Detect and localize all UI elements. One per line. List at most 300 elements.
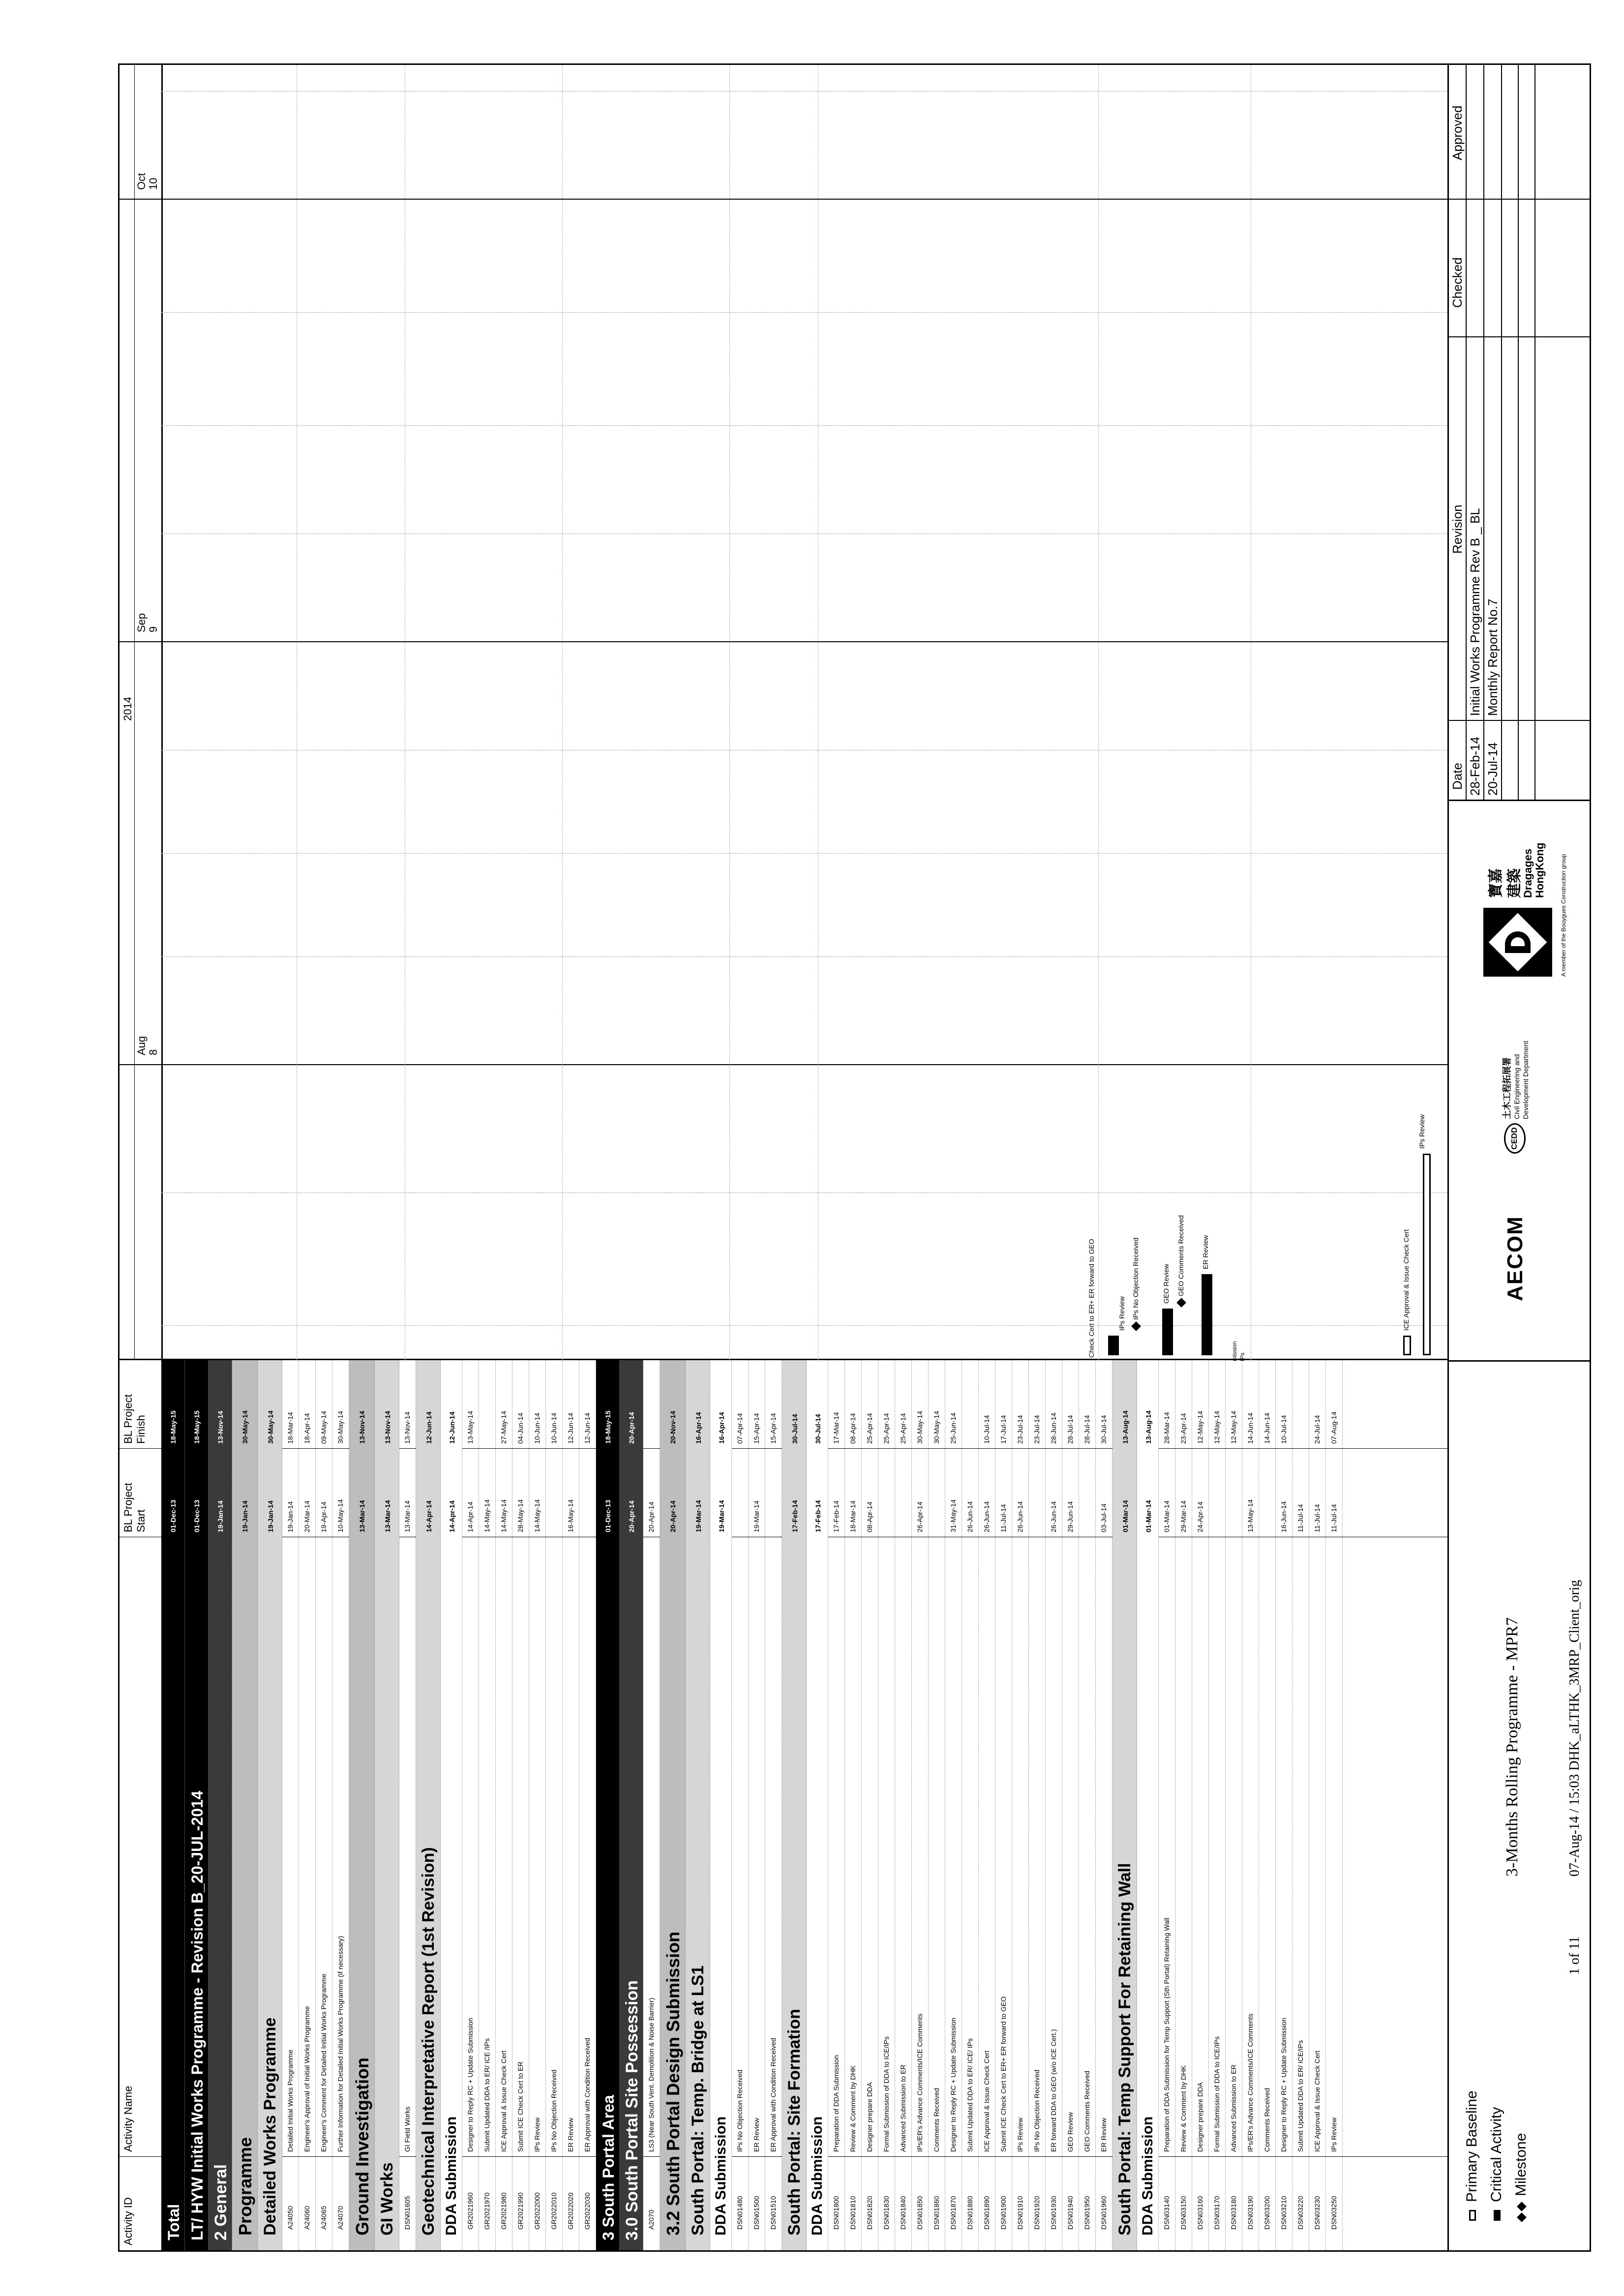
activity-row xyxy=(1226,1360,1242,2250)
dragages-mark-d xyxy=(1505,931,1531,953)
dragages-mark xyxy=(1483,908,1552,977)
activity-name: Review & Comment by DHK xyxy=(849,2065,857,2152)
bl-finish: 17-Jul-14 xyxy=(999,1415,1007,1444)
activity-row xyxy=(332,1360,349,2250)
milestone-diamond xyxy=(1176,1298,1186,1308)
legend-critical-activity xyxy=(1488,2107,1505,2221)
bl-start: 19-Mar-14 xyxy=(752,1500,760,1532)
bl-finish: 12-May-14 xyxy=(1230,1411,1237,1444)
bl-start: 29-Mar-14 xyxy=(1179,1500,1187,1532)
activity-id: DSN01850 xyxy=(916,2196,924,2230)
bl-start: 11-Jul-14 xyxy=(1296,1504,1304,1532)
milestone-diamond xyxy=(1131,1321,1141,1331)
group-gridline xyxy=(562,63,563,1360)
activity-name: Designer to Reply RC + Update Submission xyxy=(949,2018,957,2152)
bl-start: 17-Feb-14 xyxy=(791,1500,799,1532)
activity-name: DDA Submission xyxy=(713,2116,729,2236)
bl-start-header-1: BL Project xyxy=(122,1483,134,1532)
bl-finish: 18-May-15 xyxy=(604,1410,612,1444)
group-row xyxy=(1137,1360,1159,2250)
bl-finish: 13-Nov-14 xyxy=(358,1411,366,1444)
activity-name: Designer prepare DDA xyxy=(1196,2082,1204,2152)
activity-id: DSN01500 xyxy=(752,2196,760,2230)
bl-finish: 24-Jul-14 xyxy=(1313,1415,1321,1444)
activity-name: Detailed Initial Works Programme xyxy=(286,2049,294,2152)
activity-id: A24050 xyxy=(286,2206,294,2230)
programme-sheet xyxy=(118,63,1591,2252)
bl-finish: 13-Aug-14 xyxy=(1144,1410,1152,1444)
gantt-bar-baseline xyxy=(1403,1336,1411,1355)
bl-start: 01-Dec-13 xyxy=(169,1499,177,1532)
activity-row xyxy=(979,1360,995,2250)
bl-finish: 25-Apr-14 xyxy=(899,1413,907,1444)
bl-finish: 30-May-14 xyxy=(932,1411,940,1444)
bl-finish: 28-Jun-14 xyxy=(1050,1412,1057,1444)
page-number: 1 of 11 xyxy=(1567,1936,1582,1975)
bl-finish: 25-Apr-14 xyxy=(882,1413,890,1444)
bl-start: 28-May-14 xyxy=(516,1499,524,1532)
activity-name: GI Works xyxy=(378,2162,396,2236)
bl-finish: 12-May-14 xyxy=(1196,1411,1204,1444)
activity-name: DDA Submission xyxy=(443,2116,459,2236)
revision-col-divider xyxy=(1449,720,1591,721)
week-gridline xyxy=(161,853,1447,854)
group-row xyxy=(232,1360,258,2250)
revision-text: Monthly Report No.7 xyxy=(1485,598,1500,716)
activity-id: GR2021990 xyxy=(516,2192,524,2230)
bl-finish: 12-May-14 xyxy=(1213,1411,1221,1444)
bl-finish: 04-Jun-14 xyxy=(516,1412,524,1444)
bl-start: 26-Jun-14 xyxy=(1016,1501,1024,1532)
bl-start: 03-Jul-14 xyxy=(1100,1503,1108,1532)
group-row xyxy=(620,1360,643,2250)
group-row xyxy=(660,1360,686,2250)
activity-id: DSN03230 xyxy=(1313,2196,1321,2230)
activity-row xyxy=(1209,1360,1226,2250)
activity-id: DSN01605 xyxy=(403,2196,411,2230)
bl-finish: 12-Jun-14 xyxy=(583,1412,591,1444)
bl-start: 01-Mar-14 xyxy=(1121,1500,1129,1532)
bl-start: 11-Jul-14 xyxy=(999,1504,1007,1532)
bl-finish: 25-Apr-14 xyxy=(866,1413,873,1444)
timescale-header xyxy=(120,63,163,1360)
activity-name: Designer prepare DDA xyxy=(866,2082,873,2152)
activity-row xyxy=(1029,1360,1046,2250)
revision-header-date: Date xyxy=(1450,763,1465,790)
activity-id: DSN01910 xyxy=(1016,2196,1024,2230)
bl-start: 26-Apr-14 xyxy=(916,1501,924,1532)
activity-name: 3.0 South Portal Site Possession xyxy=(623,1980,641,2240)
activity-id: DSN03190 xyxy=(1246,2196,1254,2230)
activity-rows xyxy=(161,1360,1343,2250)
cedd-english-2: Development Department xyxy=(1522,1041,1530,1119)
activity-name: South Portal: Temp Support For Retaining Wall xyxy=(1115,1863,1134,2236)
activity-id: DSN01920 xyxy=(1033,2196,1041,2230)
bl-start: 20-Apr-14 xyxy=(647,1501,655,1532)
bl-finish: 23-Jul-14 xyxy=(1016,1415,1024,1444)
revision-row-divider xyxy=(1483,63,1484,800)
bl-start: 19-Jan-14 xyxy=(241,1500,249,1532)
bl-finish: 09-May-14 xyxy=(320,1411,328,1444)
activity-name: Further Information for Detailed Initial Works Programme (if necessary) xyxy=(336,1936,344,2152)
bl-start: 11-Jul-14 xyxy=(1330,1504,1338,1532)
bl-finish: 25-Jun-14 xyxy=(949,1412,957,1444)
activity-id: GR2022000 xyxy=(533,2192,541,2230)
bl-start: 14-Apr-14 xyxy=(466,1501,474,1532)
activity-name: IPs No Objection Received xyxy=(1033,2069,1041,2152)
bl-finish: 30-Jul-14 xyxy=(814,1414,822,1444)
bl-finish: 23-Jul-14 xyxy=(1033,1415,1041,1444)
activity-row xyxy=(1046,1360,1062,2250)
group-row xyxy=(416,1360,441,2250)
activity-id: DSN03200 xyxy=(1263,2196,1271,2230)
bl-start: 14-May-14 xyxy=(533,1499,541,1532)
activity-name: Comments Received xyxy=(1263,2088,1271,2152)
activity-name: ICE Approval & Issue Check Cert xyxy=(1313,2050,1321,2152)
activity-row xyxy=(1259,1360,1276,2250)
activity-id: DSN01950 xyxy=(1083,2196,1091,2230)
dragages-english-1: Dragages xyxy=(1522,848,1534,898)
gantt-label: IPs Review xyxy=(1118,1296,1126,1331)
gantt-label: ICE Approval & Issue Check Cert xyxy=(1402,1229,1410,1331)
bl-finish: 15-Apr-14 xyxy=(769,1413,777,1444)
bl-finish: 13-Nov-14 xyxy=(384,1411,391,1444)
bl-finish: 07-Apr-14 xyxy=(736,1413,744,1444)
activity-id: DSN01860 xyxy=(932,2196,940,2230)
activity-id: DSN01870 xyxy=(949,2196,957,2230)
month-gridline xyxy=(120,1064,1447,1065)
activity-id: DSN01510 xyxy=(769,2196,777,2230)
activity-row xyxy=(845,1360,862,2250)
gantt-label: IPs Review xyxy=(1418,1114,1426,1149)
revision-date: 20-Jul-14 xyxy=(1485,742,1500,796)
bl-start: 19-Apr-14 xyxy=(320,1501,328,1532)
critical-swatch xyxy=(1494,2210,1501,2221)
revision-row-divider xyxy=(1534,63,1535,800)
activity-row xyxy=(1326,1360,1343,2250)
activity-row xyxy=(749,1360,765,2250)
activity-row xyxy=(962,1360,979,2250)
activity-id: DSN03160 xyxy=(1196,2196,1204,2230)
group-row xyxy=(710,1360,732,2250)
table-header xyxy=(120,1360,163,2250)
activity-row xyxy=(912,1360,929,2250)
bl-start: 19-Mar-14 xyxy=(718,1500,725,1532)
gantt-label: GEO Review xyxy=(1162,1264,1170,1304)
activity-row xyxy=(1309,1360,1326,2250)
revision-row-divider xyxy=(1518,63,1519,800)
bl-finish: 27-May-14 xyxy=(500,1411,508,1444)
activity-id: GR2021960 xyxy=(466,2192,474,2230)
gantt-chart xyxy=(120,63,1447,1360)
gantt-bar-critical xyxy=(1162,1309,1173,1355)
revision-date: 28-Feb-14 xyxy=(1468,737,1482,796)
bl-start: 08-Apr-14 xyxy=(866,1501,873,1532)
activity-name: Comments Received xyxy=(932,2088,940,2152)
week-gridline xyxy=(161,1325,1447,1326)
activity-id: DSN01890 xyxy=(983,2196,991,2230)
legend-box xyxy=(1449,1360,1591,2250)
bl-finish: 20-Apr-14 xyxy=(628,1412,635,1444)
activity-row xyxy=(895,1360,912,2250)
activity-row xyxy=(1276,1360,1293,2250)
activity-row xyxy=(546,1360,563,2250)
activity-id-header: Activity ID xyxy=(122,2197,134,2245)
activity-name: Formal Submission of DDA to ICE/IPs xyxy=(882,2036,890,2152)
activity-name: IPs/ER's Advance Comments/ICE Comments xyxy=(916,2013,924,2152)
bl-start: 01-Mar-14 xyxy=(1144,1500,1152,1532)
group-row xyxy=(441,1360,462,2250)
activity-id: DSN01820 xyxy=(866,2196,873,2230)
activity-name: LS3 (Near South Vent. Demolition & Noise Barrier) xyxy=(647,1998,655,2152)
activity-row xyxy=(765,1360,782,2250)
activity-row xyxy=(282,1360,299,2250)
activity-id: DSN01810 xyxy=(849,2196,857,2230)
logos-box xyxy=(1449,800,1591,1360)
activity-name: GEO Comments Received xyxy=(1083,2071,1091,2152)
bl-finish: 14-Jun-14 xyxy=(1246,1412,1254,1444)
activity-row xyxy=(995,1360,1012,2250)
bl-finish: 16-Apr-14 xyxy=(718,1412,725,1444)
gantt-bar-critical xyxy=(1202,1274,1212,1355)
bl-finish: 30-Jul-14 xyxy=(1100,1415,1108,1444)
timescale-divider xyxy=(134,63,135,1360)
month-gridline xyxy=(120,641,1447,642)
activity-row xyxy=(945,1360,962,2250)
bl-finish: 18-May-15 xyxy=(193,1410,201,1444)
activity-name: 3 South Portal Area xyxy=(600,2095,617,2240)
activity-row xyxy=(399,1360,416,2250)
bl-start: 13-Mar-14 xyxy=(384,1500,391,1532)
bl-start: 31-May-14 xyxy=(949,1499,957,1532)
activity-name: South Portal: Site Formation xyxy=(785,2009,804,2236)
revision-text: Initial Works Programme Rev B _ BL xyxy=(1468,508,1482,716)
activity-id: DSN03140 xyxy=(1163,2196,1171,2230)
activity-row xyxy=(1159,1360,1175,2250)
activity-id: DSN03250 xyxy=(1330,2196,1338,2230)
bl-finish: 18-May-15 xyxy=(169,1410,177,1444)
week-label: 8 xyxy=(147,1049,159,1055)
bl-start: 19-Jan-14 xyxy=(286,1501,294,1532)
group-row xyxy=(161,1360,185,2250)
aecom-logo: AECOM xyxy=(1503,1216,1527,1301)
gantt-label: Check Cert to ER+ ER forward to GEO xyxy=(1087,1239,1095,1358)
activity-id: GR2021970 xyxy=(483,2192,491,2230)
revision-header xyxy=(1449,63,1467,800)
activity-name: Advanced Submission to ER xyxy=(1230,2064,1237,2152)
activity-name: South Portal: Temp. Bridge at LS1 xyxy=(689,1965,707,2236)
bl-start: 14-Apr-14 xyxy=(425,1500,433,1532)
activity-name: IPs Review xyxy=(1330,2117,1338,2152)
bl-start: 18-Mar-14 xyxy=(849,1500,857,1532)
activity-id: GR2022020 xyxy=(567,2192,574,2230)
bl-start-header-2: Start xyxy=(135,1509,147,1532)
bl-start: 01-Dec-13 xyxy=(604,1499,612,1532)
legend-label: Primary Baseline xyxy=(1464,2090,1480,2202)
revision-header-revision: Revision xyxy=(1450,505,1465,554)
activity-table xyxy=(120,1359,1447,2250)
month-label: Aug xyxy=(135,1036,148,1055)
activity-name: Submit ICE Check Cert to ER xyxy=(516,2061,524,2152)
activity-row xyxy=(512,1360,529,2250)
activity-name: IPs Review xyxy=(533,2117,541,2152)
week-gridline xyxy=(161,425,1447,426)
activity-name: Geotechnical Interpretative Report (1st Revision) xyxy=(419,1847,438,2236)
revision-col-divider xyxy=(1449,336,1591,337)
bl-finish: 20-Nov-14 xyxy=(669,1411,677,1444)
activity-name: GEO Review xyxy=(1066,2112,1074,2152)
activity-name: ER Review xyxy=(567,2117,574,2152)
bl-start: 16-May-14 xyxy=(567,1499,574,1532)
group-gridline xyxy=(729,63,730,1360)
activity-name: Preparation of DDA Submission for Temp Support (Sth Portal) Retaining Wall xyxy=(1163,1917,1171,2152)
group-row xyxy=(375,1360,399,2250)
activity-row xyxy=(1012,1360,1029,2250)
activity-id: A24070 xyxy=(336,2206,344,2230)
activity-name: IPs No Objection Received xyxy=(550,2069,558,2152)
legend-label: Milestone xyxy=(1513,2133,1529,2196)
gantt-label: IPs xyxy=(1239,1352,1246,1361)
bl-start: 14-May-14 xyxy=(483,1499,491,1532)
activity-id: DSN03220 xyxy=(1296,2196,1304,2230)
activity-name: Submit Updated DDA to ER/ ICE /IPs xyxy=(483,2038,491,2152)
bl-finish: 30-May-14 xyxy=(241,1410,249,1444)
bl-finish: 13-May-14 xyxy=(466,1411,474,1444)
bl-start: 16-Jun-14 xyxy=(1280,1501,1288,1532)
bl-finish: 14-Jun-14 xyxy=(1263,1412,1271,1444)
activity-name: Submit Updated DDA to ER/ ICE/ IPs xyxy=(966,2038,974,2152)
activity-name: Engineer's Approval of Initial Works Programme xyxy=(303,2006,311,2152)
week-label: 10 xyxy=(147,178,159,190)
activity-id: A24060 xyxy=(303,2206,311,2230)
cedd-logo xyxy=(1498,1016,1542,1154)
group-row xyxy=(686,1360,710,2250)
bl-finish: 13-Aug-14 xyxy=(1121,1410,1129,1444)
bl-start: 13-Mar-14 xyxy=(403,1500,411,1532)
activity-row xyxy=(579,1360,596,2250)
bl-finish: 13-Nov-14 xyxy=(216,1411,224,1444)
bl-finish: 12-Jun-14 xyxy=(448,1411,456,1444)
activity-name: ER Approval with Condition Received xyxy=(583,2038,591,2152)
week-label: 9 xyxy=(147,626,159,632)
bl-finish: 30-Jul-14 xyxy=(791,1414,799,1444)
bl-start: 11-Jul-14 xyxy=(1313,1504,1321,1532)
group-gridline xyxy=(1098,63,1099,1360)
dragages-logo xyxy=(1469,809,1582,977)
bl-finish: 28-Mar-14 xyxy=(1163,1412,1171,1444)
bl-finish: 30-May-14 xyxy=(336,1411,344,1444)
activity-name: 2 General xyxy=(211,2164,230,2240)
bl-start: 19-Jan-14 xyxy=(216,1500,224,1532)
activity-name: Detailed Works Programme xyxy=(261,2017,279,2236)
activity-id: DSN03180 xyxy=(1230,2196,1237,2230)
revision-row-divider xyxy=(1501,63,1502,800)
activity-row xyxy=(1175,1360,1192,2250)
cedd-english-1: Civil Engineering and xyxy=(1513,1054,1521,1119)
activity-id: A24065 xyxy=(320,2206,328,2230)
activity-id: DSN01830 xyxy=(882,2196,890,2230)
activity-name: ER Review xyxy=(1100,2117,1108,2152)
cedd-emblem: CEDD xyxy=(1504,1123,1526,1154)
activity-row xyxy=(529,1360,546,2250)
bl-start: 20-Apr-14 xyxy=(628,1500,635,1532)
bl-start: 01-Dec-13 xyxy=(193,1499,201,1532)
activity-name: Advanced Submission to ER xyxy=(899,2064,907,2152)
activity-name: Programme xyxy=(235,2137,255,2236)
activity-row xyxy=(1242,1360,1259,2250)
activity-name: DDA Submission xyxy=(1140,2116,1156,2236)
print-timestamp: 07-Aug-14 / 15:03 DHK_aLTHK_3MRP_Client_orig xyxy=(1567,1580,1582,1877)
activity-name: ICE Approval & Issue Check Cert xyxy=(983,2050,991,2152)
activity-name: ER forward DDA to GEO (w/o ICE Cert.) xyxy=(1050,2029,1057,2152)
activity-name: DDA Submission xyxy=(809,2116,825,2236)
activity-name: LT/ HYW Initial Works Programme - Revision B_20-JUL-2014 xyxy=(188,1790,206,2240)
activity-name: GI Field Works xyxy=(403,2106,411,2152)
gantt-bar-critical xyxy=(1108,1336,1119,1355)
activity-id: A2070 xyxy=(647,2209,655,2230)
bl-finish: 23-Apr-14 xyxy=(1179,1413,1187,1444)
activity-name: ER Review xyxy=(752,2117,760,2152)
group-row xyxy=(807,1360,828,2250)
bl-start: 14-May-14 xyxy=(500,1499,508,1532)
bl-start: 26-Jun-14 xyxy=(966,1501,974,1532)
activity-name: Ground Investigation xyxy=(352,2057,372,2236)
bl-finish: 10-Jul-14 xyxy=(983,1415,991,1444)
bl-start: 13-Mar-14 xyxy=(358,1500,366,1532)
dragages-tagline: A member of the Bouygues Construction group xyxy=(1560,854,1567,977)
activity-id: DSN03150 xyxy=(1179,2196,1187,2230)
bl-start: 17-Feb-14 xyxy=(832,1500,840,1532)
activity-name: Designer to Reply RC + Update Submission xyxy=(1280,2018,1288,2152)
revision-header-checked: Checked xyxy=(1450,257,1465,308)
activity-name: ER Approval with Condition Received xyxy=(769,2038,777,2152)
bl-start: 13-May-14 xyxy=(1246,1499,1254,1532)
bl-finish: 08-Apr-14 xyxy=(849,1413,857,1444)
month-label: Oct xyxy=(135,173,148,190)
bl-finish: 13-Nov-14 xyxy=(403,1411,411,1444)
group-row xyxy=(349,1360,375,2250)
activity-id: GR2022010 xyxy=(550,2192,558,2230)
activity-row xyxy=(316,1360,332,2250)
activity-id: GR2022030 xyxy=(583,2192,591,2230)
bl-finish: 16-Apr-14 xyxy=(694,1412,702,1444)
bl-finish: 10-Jun-14 xyxy=(550,1412,558,1444)
activity-name-header: Activity Name xyxy=(122,2086,134,2152)
bl-start: 29-Jun-14 xyxy=(1066,1501,1074,1532)
bl-finish: 18-Apr-14 xyxy=(303,1413,311,1444)
week-gridline xyxy=(161,312,1447,313)
bl-start: 14-Apr-14 xyxy=(448,1500,456,1532)
programme-title: 3-Months Rolling Programme - MPR7 xyxy=(1503,1617,1521,1877)
activity-id: DSN01940 xyxy=(1066,2196,1074,2230)
group-row xyxy=(258,1360,282,2250)
activity-name: IPs Review xyxy=(1016,2117,1024,2152)
activity-row xyxy=(1096,1360,1113,2250)
activity-id: DSN01900 xyxy=(999,2196,1007,2230)
activity-name: Designer to Reply RC + Update Submission xyxy=(466,2018,474,2152)
activity-row xyxy=(563,1360,579,2250)
activity-row xyxy=(462,1360,479,2250)
activity-id: DSN01880 xyxy=(966,2196,974,2230)
group-row xyxy=(596,1360,620,2250)
gantt-label: GEO Comments Received xyxy=(1177,1215,1185,1296)
week-gridline xyxy=(161,956,1447,957)
activity-name: Total xyxy=(165,2204,182,2240)
legend-milestone xyxy=(1513,2133,1530,2221)
bl-finish: 28-Jul-14 xyxy=(1083,1415,1091,1444)
activity-name: Submit ICE Check Cert to ER+ ER forward to GEO xyxy=(999,1996,1007,2152)
activity-name: Submit Updated DDA to ER/ ICE/IPs xyxy=(1296,2040,1304,2152)
